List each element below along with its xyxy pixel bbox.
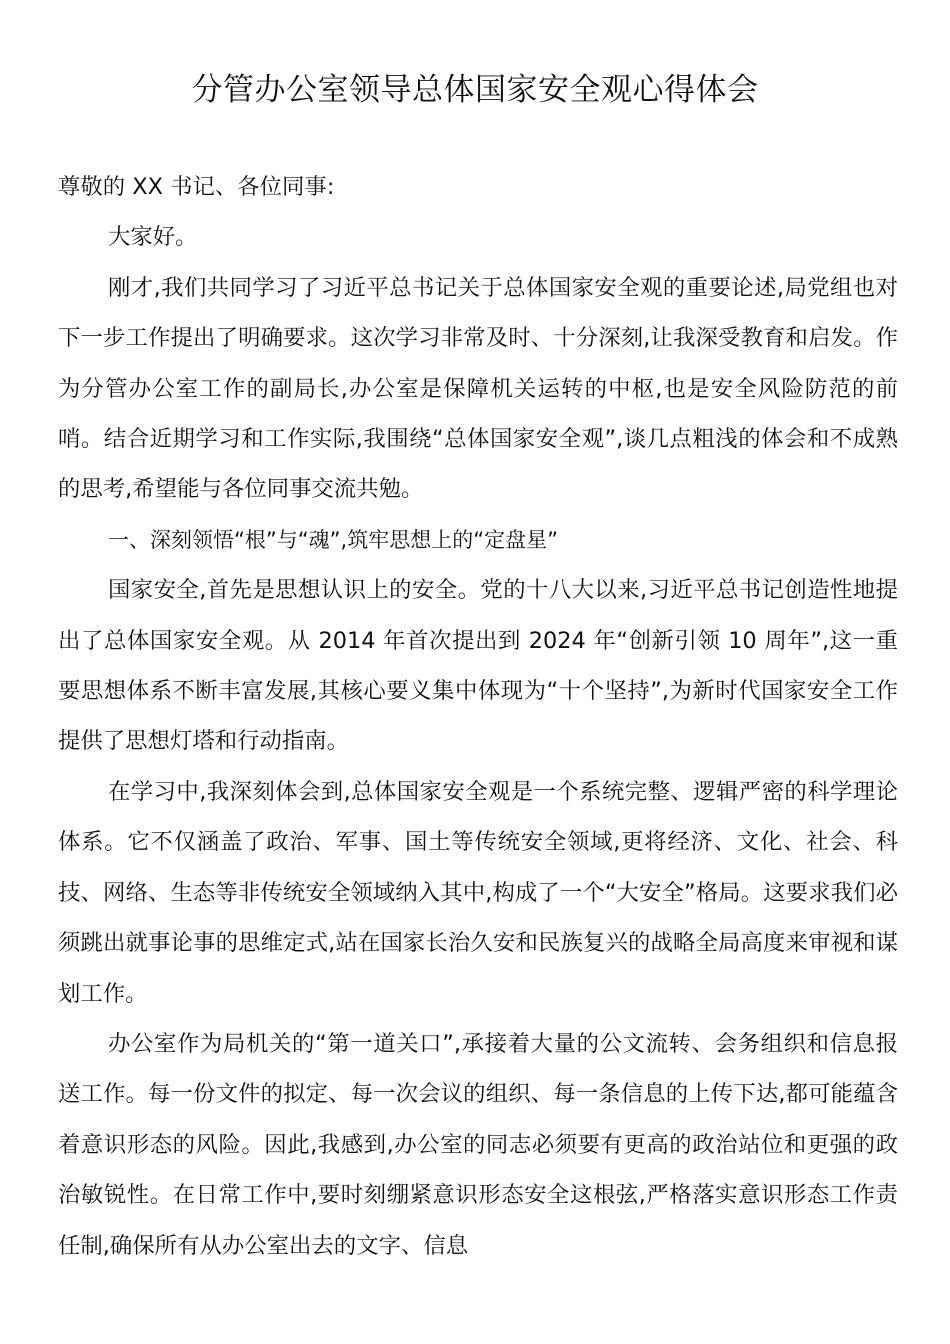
document-body xyxy=(58,162,898,1271)
paragraph-office-role: 办公室作为局机关的“第一道关口”,承接着大量的公文流转、会务组织和信息报送工作。每一份文件的拟定、每一次会议的组织、每一条信息的上传下达,都可能蕴含着意识形态的风险。因此,我感到,办公室的同志必须要有更高的政治站位和更强的政治敏锐性。在日常工作中,要时刻绷紧意识形态安全这根弦,严格落实意识形态工作责任制,确保所有从办公室出去的文字、信息 xyxy=(58,1030,898,1259)
paragraph-study-insight: 在学习中,我深刻体会到,总体国家安全观是一个系统完整、逻辑严密的科学理论体系。它不仅涵盖了政治、军事、国土等传统安全领域,更将经济、文化、社会、科技、网络、生态等非传统安全领域纳入其中,构成了一个“大安全”格局。这要求我们必须跳出就事论事的思维定式,站在国家长治久安和民族复兴的战略全局高度来审视和谋划工作。 xyxy=(58,778,898,1007)
section-heading-1: 一、深刻领悟“根”与“魂”,筑牢思想上的“定盘星” xyxy=(108,527,558,552)
greeting: 大家好。 xyxy=(108,224,198,251)
salutation: 尊敬的 XX 书记、各位同事: xyxy=(58,174,335,200)
document-title: 分管办公室领导总体国家安全观心得体会 xyxy=(191,72,759,108)
paragraph-intro: 刚才,我们共同学习了习近平总书记关于总体国家安全观的重要论述,局党组也对下一步工作提出了明确要求。这次学习非常及时、十分深刻,让我深受教育和启发。作为分管办公室工作的副局长,办公室是保障机关运转的中枢,也是安全风险防范的前哨。结合近期学习和工作实际,我围绕“总体国家安全观”,谈几点粗浅的体会和不成熟的思考,希望能与各位同事交流共勉。 xyxy=(58,274,898,503)
paragraph-national-security: 国家安全,首先是思想认识上的安全。党的十八大以来,习近平总书记创造性地提出了总体国家安全观。从 2014 年首次提出到 2024 年“创新引领 10 周年”,这一重要思想体系不断丰富发展,其核心要义集中体现为“十个坚持”,为新时代国家安全工作提供了思想灯塔和行动指南。 xyxy=(58,577,898,755)
